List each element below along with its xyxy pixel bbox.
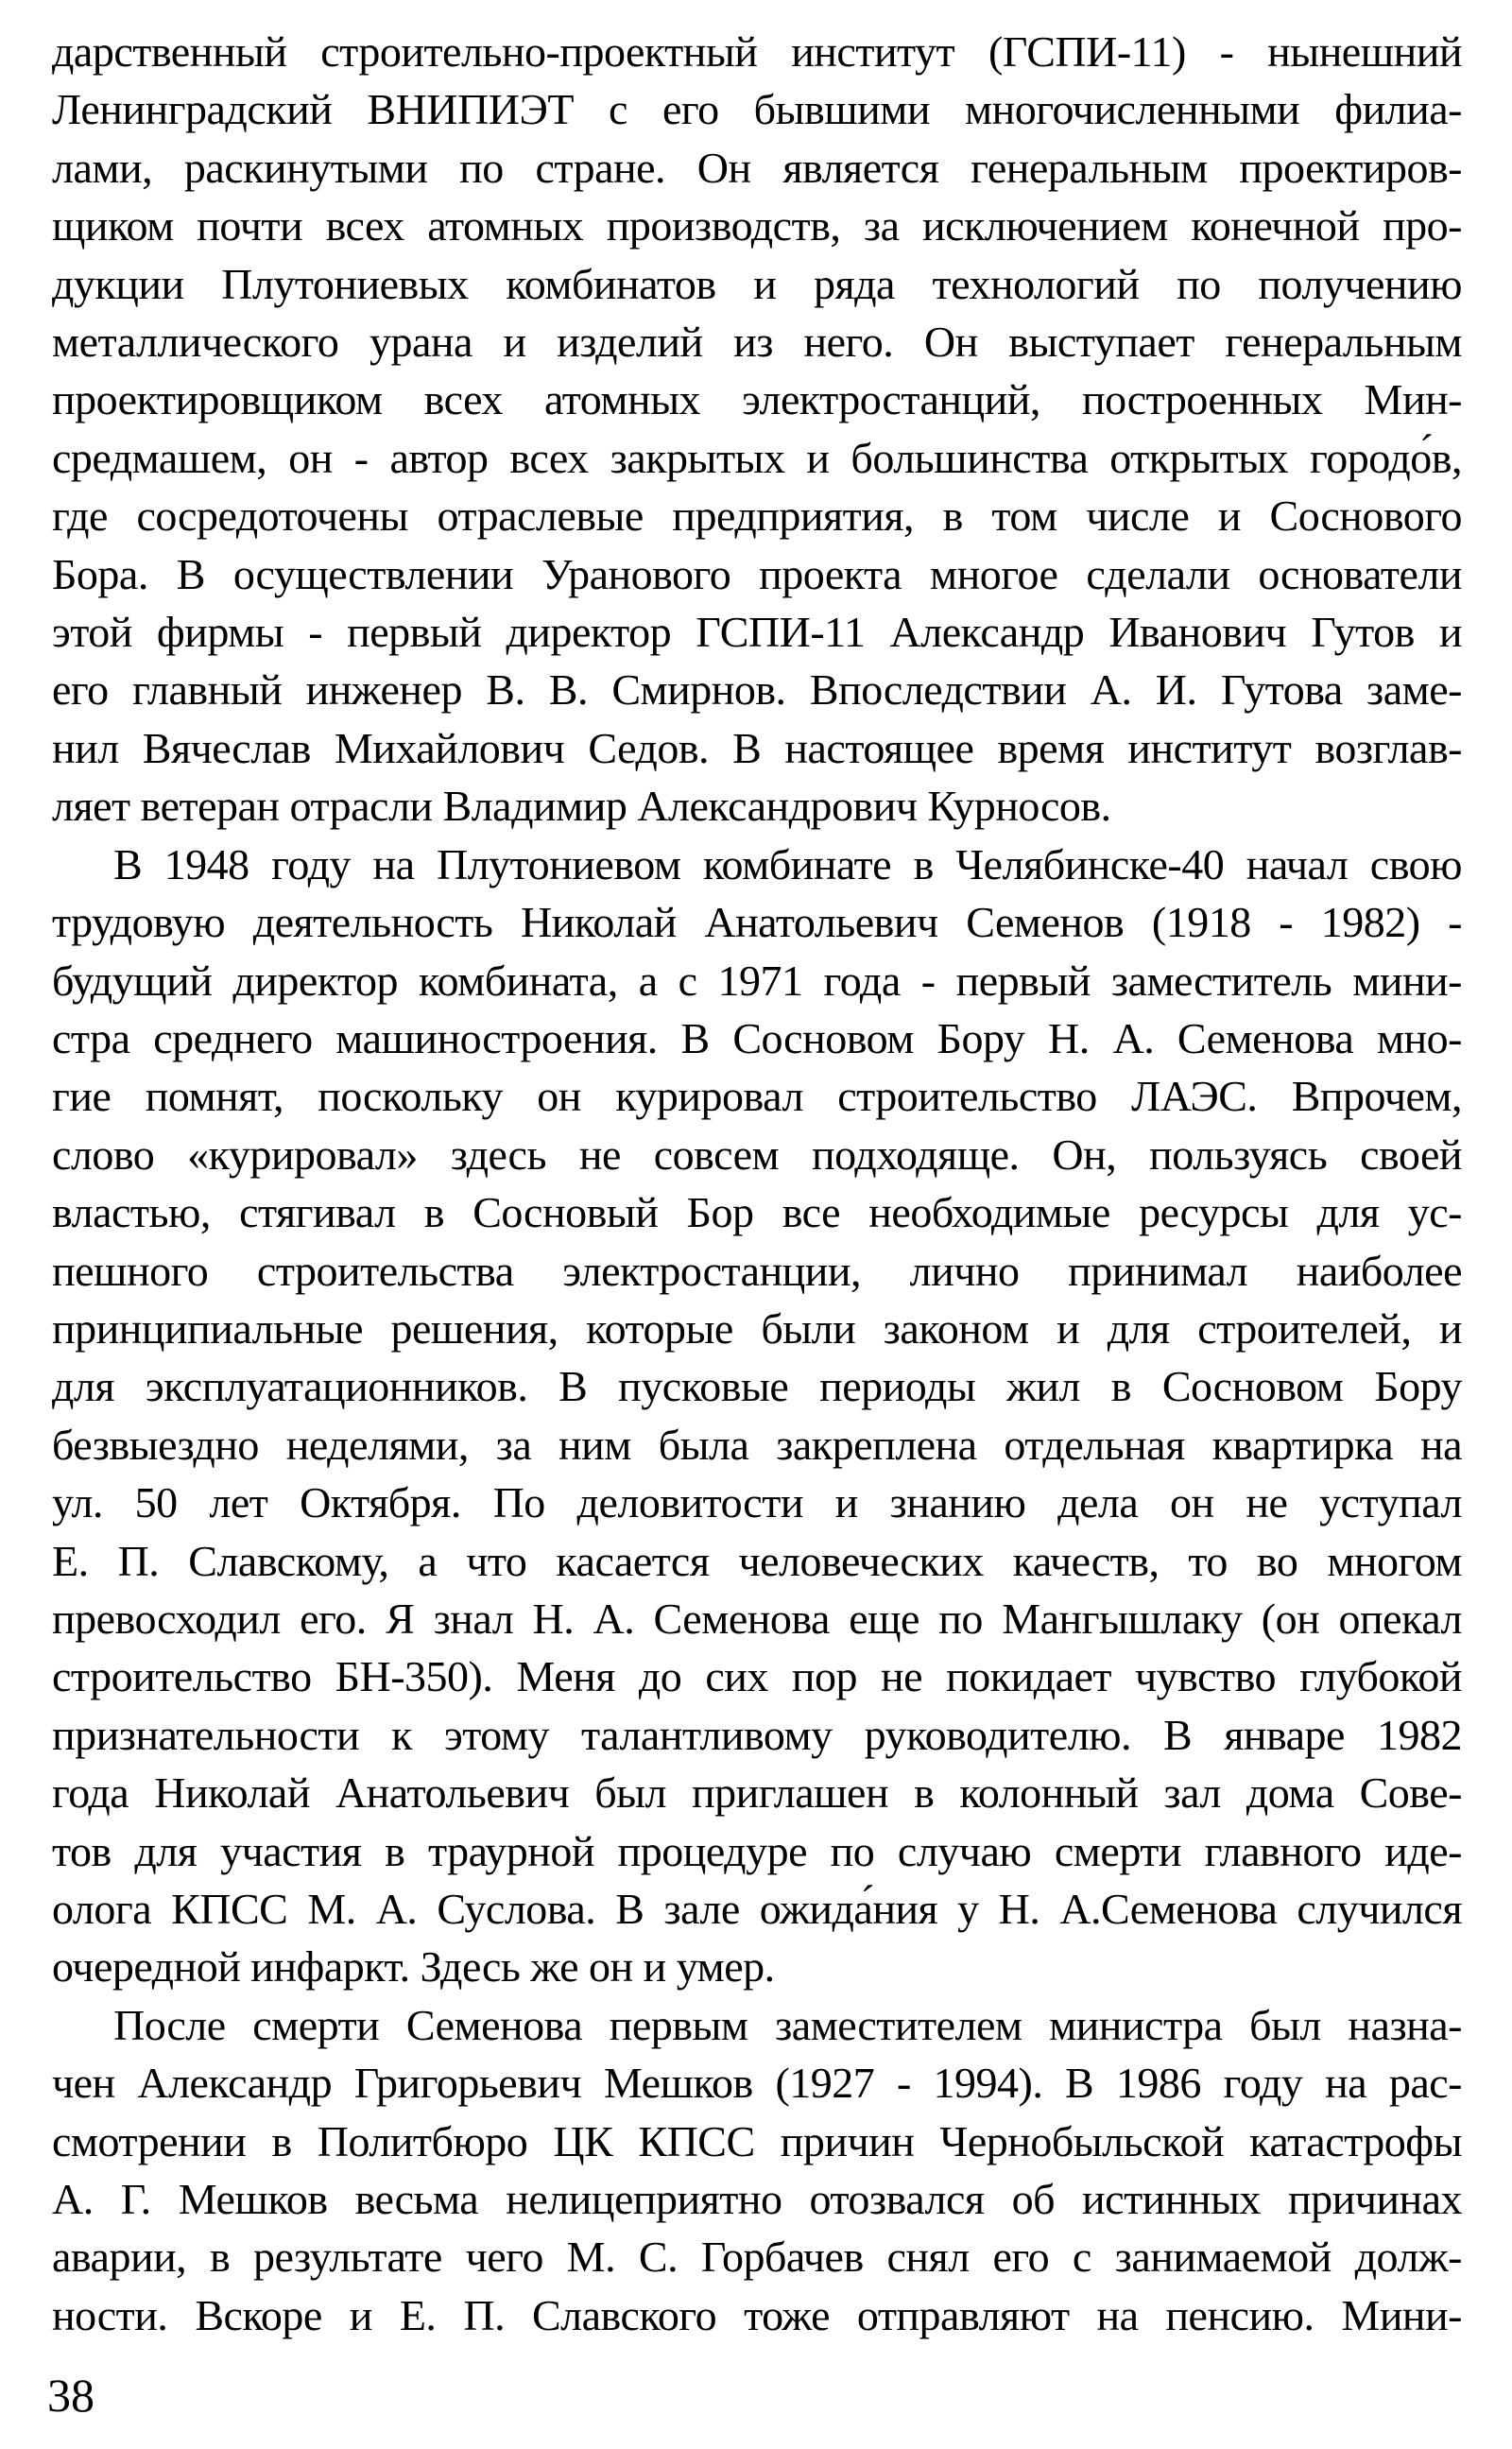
body-text bbox=[52, 23, 1462, 2344]
text-line: После смерти Семенова первым заместителем министра был назна- bbox=[113, 2000, 1462, 2049]
text-line: смотрении в Политбюро ЦК КПСС причин Чернобыльской катастрофы bbox=[52, 2116, 1462, 2165]
text-line: тов для участия в траурной процедуре по случаю смерти главного иде- bbox=[52, 1826, 1462, 1875]
text-line: года Николай Анатольевич был приглашен в колонный зал дома Сове- bbox=[52, 1768, 1462, 1818]
text-line: средмашем, он - автор всех закрытых и большинства открытых городо́в, bbox=[52, 433, 1462, 482]
text-line: олога КПСС М. А. Суслова. В зале ожида́ния у Н. А.Семенова случился bbox=[52, 1885, 1462, 1933]
text-line: для эксплуатационников. В пусковые периоды жил в Сосновом Бору bbox=[52, 1362, 1462, 1411]
text-line: ул. 50 лет Октября. По деловитости и знанию дела он не уступал bbox=[52, 1478, 1462, 1527]
text-line: будущий директор комбината, а с 1971 года - первый заместитель мини- bbox=[52, 956, 1462, 1005]
text-line: где сосредоточены отраслевые предприятия, в том числе и Соснового bbox=[52, 492, 1462, 541]
text-line: металлического урана и изделий из него. Он выступает генеральным bbox=[52, 318, 1462, 367]
text-line: ляет ветеран отрасли Владимир Александрович Курносов. bbox=[52, 782, 1111, 831]
text-line: слово «курировал» здесь не совсем подходяще. Он, пользуясь своей bbox=[52, 1130, 1462, 1179]
text-line: властью, стягивал в Сосновый Бор все необходимые ресурсы для ус- bbox=[52, 1188, 1462, 1237]
text-line: превосходил его. Я знал Н. А. Семенова еще по Мангышлаку (он опекал bbox=[52, 1594, 1462, 1643]
text-line: А. Г. Мешков весьма нелицеприятно отозвался об истинных причинах bbox=[52, 2175, 1462, 2224]
text-line: чен Александр Григорьевич Мешков (1927 - 1994). В 1986 году на рас- bbox=[52, 2059, 1462, 2108]
text-line: Ленинградский ВНИПИЭТ с его бывшими многочисленными филиа- bbox=[52, 85, 1462, 134]
text-line: его главный инженер В. В. Смирнов. Впоследствии А. И. Гутова заме- bbox=[52, 665, 1462, 715]
text-line: этой фирмы - первый директор ГСПИ-11 Александр Иванович Гутов и bbox=[52, 608, 1462, 657]
text-line: лами, раскинутыми по стране. Он является генеральным проектиров- bbox=[52, 143, 1462, 192]
text-line: щиком почти всех атомных производств, за исключением конечной про- bbox=[52, 201, 1462, 250]
text-line: Е. П. Славскому, а что касается человеческих качеств, то во многом bbox=[52, 1536, 1462, 1585]
text-line: признательности к этому талантливому руководителю. В январе 1982 bbox=[52, 1710, 1462, 1759]
text-line: пешного строительства электростанции, лично принимал наиболее bbox=[52, 1246, 1462, 1295]
text-line: строительство БН-350). Меня до сих пор не покидает чувство глубокой bbox=[52, 1652, 1462, 1701]
text-line: стра среднего машиностроения. В Сосновом Бору Н. А. Семенова мно- bbox=[52, 1013, 1462, 1062]
text-line: дарственный строительно-проектный институт (ГСПИ-11) - нынешний bbox=[52, 27, 1462, 76]
text-line: аварии, в результате чего М. С. Горбачев снял его с занимаемой долж- bbox=[52, 2233, 1462, 2282]
text-line: безвыездно неделями, за ним была закреплена отдельная квартирка на bbox=[52, 1420, 1462, 1469]
text-line: гие помнят, поскольку он курировал строительство ЛАЭС. Впрочем, bbox=[52, 1072, 1462, 1121]
page-number: 38 bbox=[47, 2369, 94, 2422]
text-line: очередной инфаркт. Здесь же он и умер. bbox=[52, 1942, 775, 1992]
text-line: нил Вячеслав Михайлович Седов. В настоящее время институт возглав- bbox=[52, 723, 1462, 772]
text-line: принципиальные решения, которые были законом и для строителей, и bbox=[52, 1303, 1462, 1353]
text-line: Бора. В осуществлении Уранового проекта многое сделали основатели bbox=[52, 549, 1462, 598]
text-line: В 1948 году на Плутониевом комбинате в Челябинске-40 начал свою bbox=[113, 839, 1462, 888]
text-line: проектировщиком всех атомных электростанций, построенных Мин- bbox=[52, 375, 1462, 424]
text-line: трудовую деятельность Николай Анатольевич Семенов (1918 - 1982) - bbox=[52, 898, 1462, 947]
text-line: ности. Вскоре и Е. П. Славского тоже отправляют на пенсию. Мини- bbox=[52, 2290, 1462, 2339]
text-line: дукции Плутониевых комбинатов и ряда технологий по получению bbox=[52, 259, 1462, 308]
